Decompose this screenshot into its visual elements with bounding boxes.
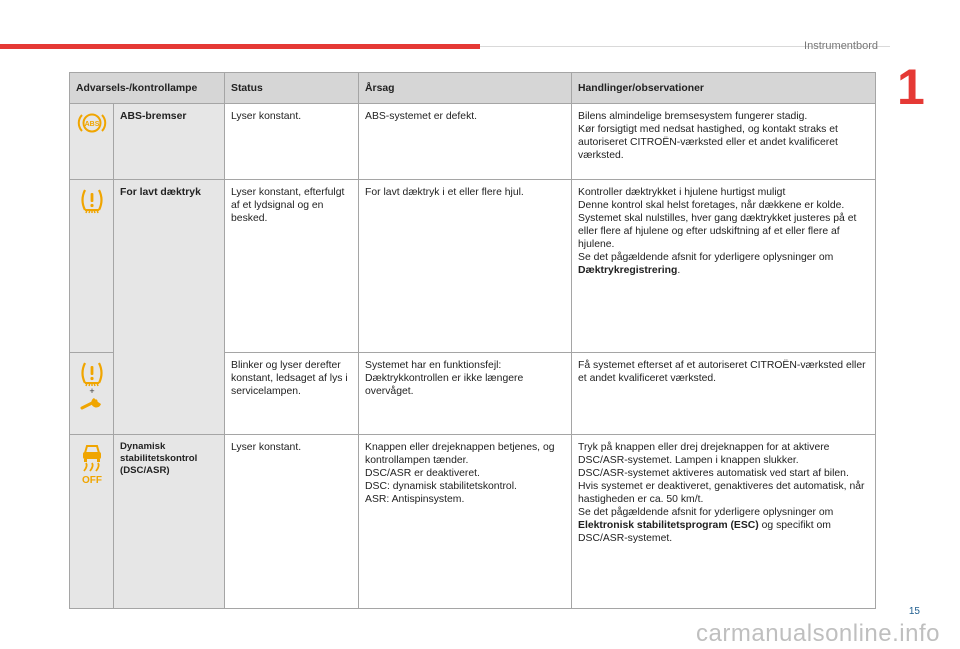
lamp-status: Lyser konstant.	[225, 104, 359, 180]
lamp-icon-cell	[70, 435, 114, 609]
warning-lamp-table	[69, 72, 876, 609]
cross-reference: Elektronisk stabilitetsprogram (ESC)	[578, 520, 759, 531]
table-row	[70, 435, 876, 609]
svg-text:+: +	[88, 386, 95, 396]
lamp-cause: Knappen eller drejeknappen betjenes, og kontrollampen tænder. DSC/ASR er deaktiveret. DSC: dynamisk stabilitetskontrol. ASR: Antispinsystem.	[359, 435, 572, 609]
section-accent-bar	[0, 44, 480, 49]
column-header-actions: Handlinger/observationer	[572, 73, 876, 104]
watermark: carmanualsonline.info	[696, 620, 940, 647]
column-header-status: Status	[225, 73, 359, 104]
lamp-icon-cell	[70, 104, 114, 180]
lamp-cause: ABS-systemet er defekt.	[359, 104, 572, 180]
chapter-number: 1	[897, 59, 925, 115]
lamp-cause: For lavt dæktryk i et eller flere hjul.	[359, 180, 572, 353]
column-header-lamp: Advarsels-/kontrollampe	[70, 73, 225, 104]
lamp-actions: Tryk på knappen eller drej drejeknappen for at aktivere DSC/ASR-systemet. Lampen i knappen slukker. DSC/ASR-systemet aktiveres automatisk ved start af bilen. Hvis systemet er deaktiveret, genaktiveres det automatisk, når hastigheden er ca. 50 km/t. Se det pågældende afsnit for yderligere oplysninger om Elektronisk stabilitetsprogram (ESC) og specifikt om DSC/ASR-systemet.	[572, 435, 876, 609]
lamp-status: Blinker og lyser derefter konstant, ledsaget af lys i servicelampen.	[225, 353, 359, 435]
lamp-actions: Kontroller dæktrykket i hjulene hurtigst muligt Denne kontrol skal helst foretages, når dækkene er kolde. Systemet skal nulstilles, hver gang dæktrykket justeres på et eller flere af hjulene og efter udskiftning af et eller flere af hjulene. Se det pågældende afsnit for yderligere oplysninger om Dæktrykregistrering.	[572, 180, 876, 353]
lamp-status: Lyser konstant.	[225, 435, 359, 609]
table-header-row	[70, 73, 876, 104]
table-row	[70, 104, 876, 180]
abs-warning-icon	[76, 110, 108, 136]
lamp-name: For lavt dæktryk	[114, 180, 225, 435]
dsc-asr-off-icon	[77, 441, 107, 485]
lamp-icon-cell	[70, 180, 114, 353]
column-header-cause: Årsag	[359, 73, 572, 104]
lamp-icon-cell	[70, 353, 114, 435]
tire-pressure-service-icon	[77, 359, 107, 413]
lamp-actions: Få systemet efterset af et autoriseret CITROËN-værksted eller et andet kvalificeret værksted.	[572, 353, 876, 435]
section-title: Instrumentbord	[804, 40, 878, 52]
table-row	[70, 180, 876, 353]
page-number: 15	[908, 606, 920, 617]
lamp-status: Lyser konstant, efterfulgt af et lydsignal og en besked.	[225, 180, 359, 353]
cross-reference: Dæktrykregistrering	[578, 265, 678, 276]
svg-text:OFF: OFF	[81, 475, 102, 485]
svg-text:ABS: ABS	[84, 121, 100, 128]
tire-pressure-warning-icon	[77, 186, 107, 216]
lamp-name: ABS-bremser	[114, 104, 225, 180]
lamp-cause: Systemet har en funktionsfejl: Dæktrykkontrollen er ikke længere overvåget.	[359, 353, 572, 435]
lamp-actions: Bilens almindelige bremsesystem fungerer stadig. Kør forsigtigt med nedsat hastighed, og kontakt straks et autoriseret CITROËN-værksted eller et andet kvalificeret værksted.	[572, 104, 876, 180]
lamp-name: Dynamisk stabilitetskontrol (DSC/ASR)	[114, 435, 225, 609]
